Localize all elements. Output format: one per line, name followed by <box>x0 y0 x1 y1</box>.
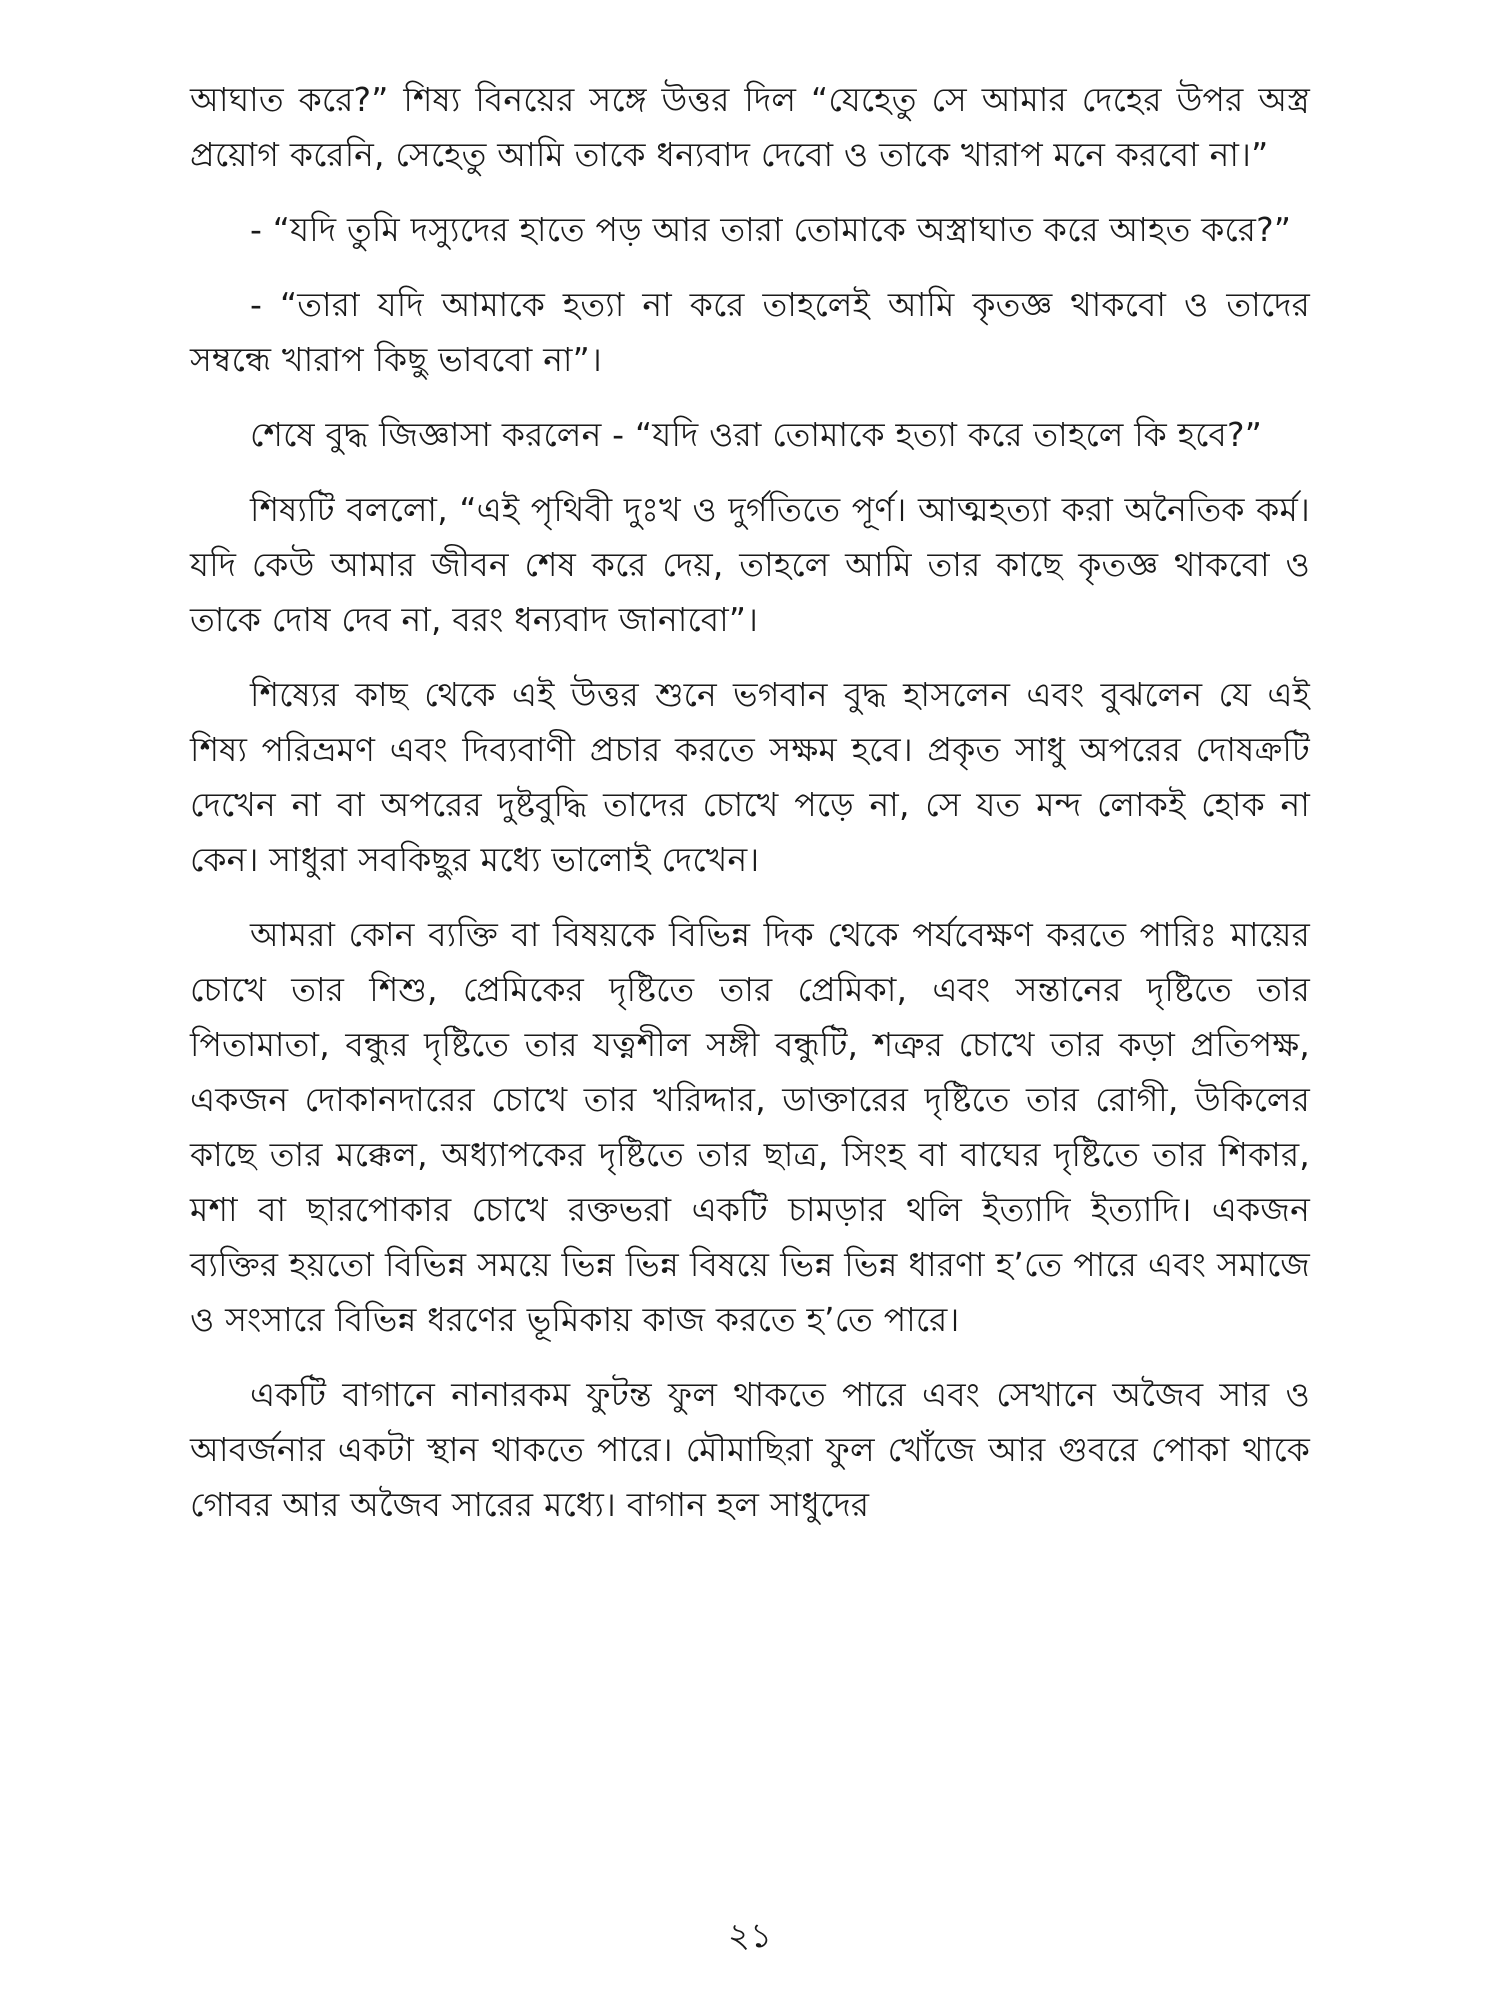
paragraph-8: একটি বাগানে নানারকম ফুটন্ত ফুল থাকতে পারে এবং সেখানে অজৈব সার ও আবর্জনার একটা স্থান থাকতে পারে। মৌমাছিরা ফুল খোঁজে আর গুবরে পোকা থাকে গোবর আর অজৈব সারের মধ্যে। বাগান হল সাধুদের <box>190 1375 1310 1524</box>
paragraph-3: - “তারা যদি আমাকে হত্যা না করে তাহলেই আমি কৃতজ্ঞ থাকবো ও তাদের সম্বন্ধে খারাপ কিছু ভাববো না”। <box>190 285 1310 379</box>
paragraph-4: শেষে বুদ্ধ জিজ্ঞাসা করলেন - “যদি ওরা তোমাকে হত্যা করে তাহলে কি হবে?” <box>250 415 1263 454</box>
paragraph-5: শিষ্যটি বললো, “এই পৃথিবী দুঃখ ও দুর্গতিতে পূর্ণ। আত্মহত্যা করা অনৈতিক কর্ম। যদি কেউ আমার জীবন শেষ করে দেয়, তাহলে আমি তার কাছে কৃতজ্ঞ থাকবো ও তাকে দোষ দেব না, বরং ধন্যবাদ জানাবো”। <box>190 490 1310 639</box>
paragraph-1: আঘাত করে?” শিষ্য বিনয়ের সঙ্গে উত্তর দিল “যেহেতু সে আমার দেহের উপর অস্ত্র প্রয়োগ করেনি, সেহেতু আমি তাকে ধন্যবাদ দেবো ও তাকে খারাপ মনে করবো না।” <box>190 80 1310 174</box>
page-number: ২১ <box>727 1916 773 1956</box>
paragraph-2: - “যদি তুমি দস্যুদের হাতে পড় আর তারা তোমাকে অস্ত্রাঘাত করে আহত করে?” <box>250 210 1292 249</box>
paragraph-6: শিষ্যের কাছ থেকে এই উত্তর শুনে ভগবান বুদ্ধ হাসলেন এবং বুঝলেন যে এই শিষ্য পরিভ্রমণ এবং দিব্যবাণী প্রচার করতে সক্ষম হবে। প্রকৃত সাধু অপরের দোষক্রটি দেখেন না বা অপরের দুষ্টবুদ্ধি তাদের চোখে পড়ে না, সে যত মন্দ লোকই হোক না কেন। সাধুরা সবকিছুর মধ্যে ভালোই দেখেন। <box>190 675 1310 879</box>
page-body-text <box>190 72 1310 1552</box>
paragraph-7: আমরা কোন ব্যক্তি বা বিষয়কে বিভিন্ন দিক থেকে পর্যবেক্ষণ করতে পারিঃ মায়ের চোখে তার শিশু, প্রেমিকের দৃষ্টিতে তার প্রেমিকা, এবং সন্তানের দৃষ্টিতে তার পিতামাতা, বন্ধুর দৃষ্টিতে তার যত্নশীল সঙ্গী বন্ধুটি, শত্রুর চোখে তার কড়া প্রতিপক্ষ, একজন দোকানদারের চোখে তার খরিদ্দার, ডাক্তারের দৃষ্টিতে তার রোগী, উকিলের কাছে তার মক্কেল, অধ্যাপকের দৃষ্টিতে তার ছাত্র, সিংহ বা বাঘের দৃষ্টিতে তার শিকার, মশা বা ছারপোকার চোখে রক্তভরা একটি চামড়ার থলি ইত্যাদি ইত্যাদি। একজন ব্যক্তির হয়তো বিভিন্ন সময়ে ভিন্ন ভিন্ন বিষয়ে ভিন্ন ভিন্ন ধারণা হ’তে পারে এবং সমাজে ও সংসারে বিভিন্ন ধরণের ভূমিকায় কাজ করতে হ’তে পারে। <box>190 915 1310 1339</box>
